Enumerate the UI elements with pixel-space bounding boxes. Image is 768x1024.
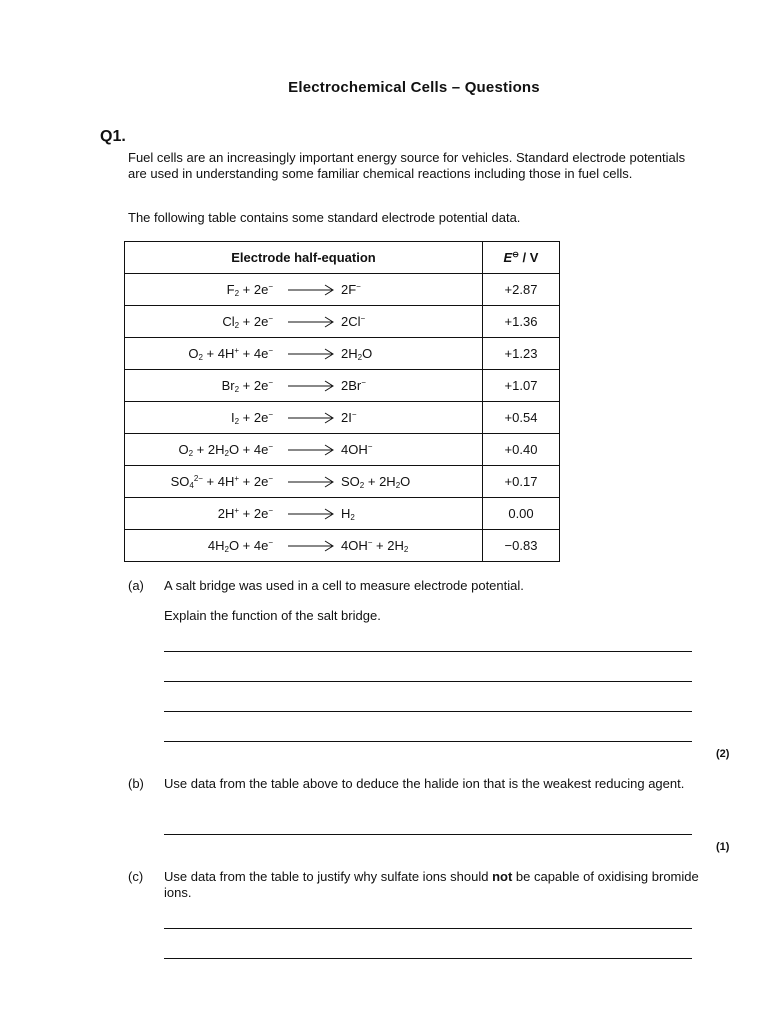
part-a-marks: (2): [716, 748, 730, 760]
half-equation: [125, 370, 483, 402]
table-row: [125, 498, 560, 530]
potential-value: +1.36: [483, 306, 560, 338]
equation-lhs: $I_2 + 2e^-$: [230, 409, 273, 426]
table-row: [125, 370, 560, 402]
equation-lhs: $O_2 + 4H^+ + 4e^-$: [188, 345, 273, 362]
table-row: [125, 434, 560, 466]
equation-rhs: 2I−: [341, 410, 357, 425]
equation-lhs: 2H+ + 2e−: [217, 506, 273, 521]
part-a-subtext: Explain the function of the salt bridge.: [164, 608, 381, 623]
part-a-label: (a): [128, 578, 144, 593]
equation-lhs: $Cl_2 + 2e^-$: [222, 313, 273, 330]
equation-rhs: 2F−: [341, 282, 361, 297]
equation-rhs: $4OH^- + 2H_2$: [341, 537, 409, 554]
half-equation: [125, 434, 483, 466]
equation-lhs: $O_2 + 2H_2O + 4e^-$: [178, 441, 273, 458]
table-intro: The following table contains some standard electrode potential data.: [128, 210, 521, 225]
equation-lhs: $SO_4^{2-} + 4H^+ + 2e^-$: [170, 473, 273, 490]
table-row: [125, 306, 560, 338]
arrow-icon: [287, 379, 335, 393]
arrow-icon: [287, 443, 335, 457]
answer-line[interactable]: [164, 834, 692, 835]
potential-value: +2.87: [483, 274, 560, 306]
part-b-marks: (1): [716, 841, 730, 853]
equation-rhs: 2Cl−: [341, 314, 366, 329]
potential-value: −0.83: [483, 530, 560, 562]
question-intro: Fuel cells are an increasingly important energy source for vehicles. Standard electrode potentials are used in understanding some familiar chemical reactions including those in fuel cells.: [128, 150, 686, 181]
header-equation: Electrode half-equation: [125, 242, 483, 274]
half-equation: [125, 466, 483, 498]
equation-lhs: $4H_2O + 4e^-$: [207, 537, 273, 554]
arrow-icon: [287, 283, 335, 297]
answer-line[interactable]: [164, 958, 692, 959]
arrow-icon: [287, 475, 335, 489]
equation-rhs: 4OH−: [341, 442, 373, 457]
answer-line[interactable]: [164, 681, 692, 682]
half-equation: [125, 402, 483, 434]
answer-line[interactable]: [164, 651, 692, 652]
equation-rhs: $H_2$: [341, 505, 355, 522]
potential-value: +0.17: [483, 466, 560, 498]
equation-rhs: 2Br−: [341, 378, 366, 393]
arrow-icon: [287, 507, 335, 521]
answer-line[interactable]: [164, 928, 692, 929]
question-number: Q1.: [100, 128, 126, 145]
header-potential: [483, 242, 560, 274]
electrode-potential-table: [124, 241, 560, 562]
arrow-icon: [287, 411, 335, 425]
potential-value: +1.23: [483, 338, 560, 370]
table-row: [125, 402, 560, 434]
arrow-icon: [287, 347, 335, 361]
answer-line[interactable]: [164, 711, 692, 712]
table-row: [125, 530, 560, 562]
part-b-text: Use data from the table above to deduce the halide ion that is the weakest reducing agent.: [164, 776, 685, 791]
equation-rhs: $2H_2O$: [341, 345, 373, 362]
arrow-icon: [287, 315, 335, 329]
page-title: Electrochemical Cells – Questions: [288, 79, 540, 96]
part-a-text: A salt bridge was used in a cell to measure electrode potential.: [164, 578, 524, 593]
half-equation: [125, 530, 483, 562]
half-equation: [125, 338, 483, 370]
part-c-text-after: be capable of oxidising bromide ions.: [164, 869, 699, 900]
equation-lhs: $F_2 + 2e^-$: [226, 281, 273, 298]
equation-rhs: $SO_2 + 2H_2O$: [341, 473, 411, 490]
header-potential-symbol: E: [503, 250, 513, 265]
half-equation: [125, 498, 483, 530]
potential-value: 0.00: [483, 498, 560, 530]
equation-lhs: $Br_2 + 2e^-$: [221, 377, 273, 394]
arrow-icon: [287, 539, 335, 553]
answer-line[interactable]: [164, 741, 692, 742]
part-c-text-before: Use data from the table to justify why sulfate ions should: [164, 869, 493, 884]
part-c-label: (c): [128, 869, 144, 884]
table-header-row: [125, 242, 560, 274]
part-c-text: [164, 869, 699, 900]
potential-value: +0.54: [483, 402, 560, 434]
half-equation: [125, 306, 483, 338]
part-c-text-bold: not: [492, 869, 513, 884]
potential-value: +0.40: [483, 434, 560, 466]
table-row: [125, 274, 560, 306]
table-row: [125, 466, 560, 498]
potential-value: +1.07: [483, 370, 560, 402]
part-b-label: (b): [128, 776, 144, 791]
table-row: [125, 338, 560, 370]
half-equation: [125, 274, 483, 306]
header-potential-unit: / V: [518, 250, 539, 265]
header-potential-super: ⊖: [512, 250, 519, 259]
